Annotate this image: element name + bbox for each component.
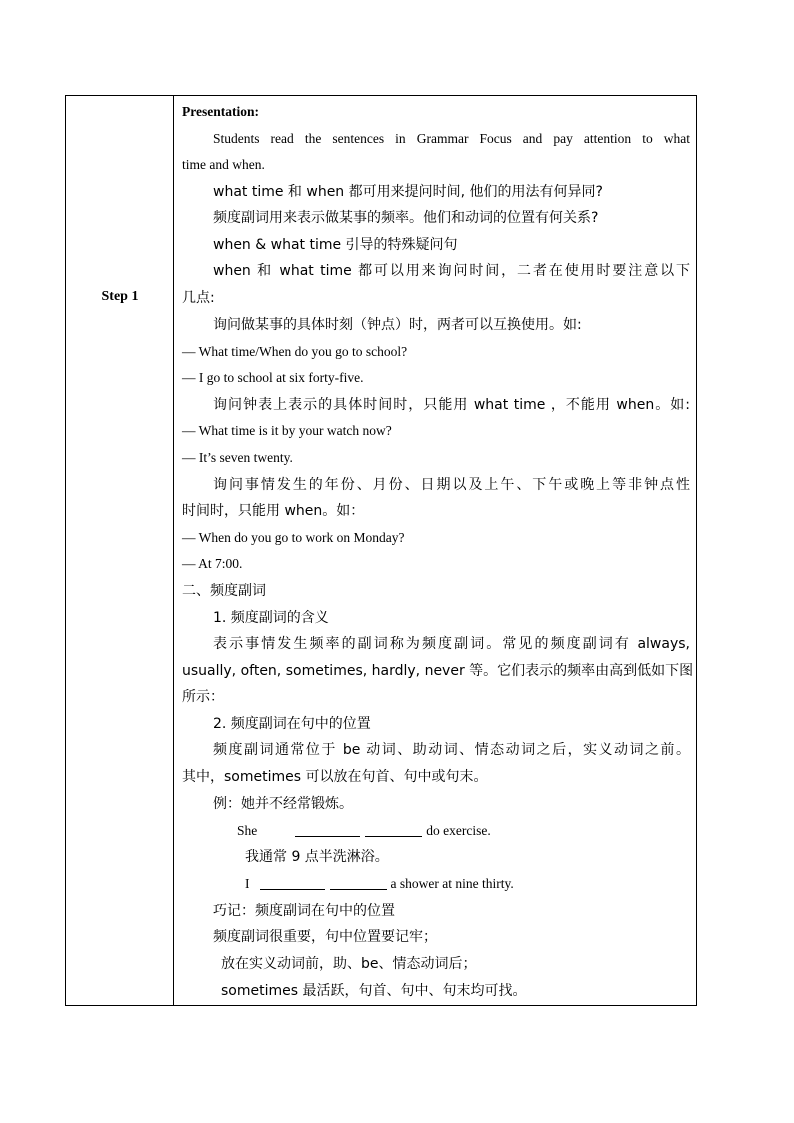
text-line: time and when. [182, 157, 265, 172]
text-line: 询问做某事的具体时刻（钟点）时，两者可以互换使用。如: [213, 317, 582, 333]
fill-blank[interactable] [330, 875, 387, 890]
text-line: 放在实义动词前，助、be、情态动词后； [221, 956, 477, 972]
text-line: 时间时，只能用 when。如： [182, 503, 365, 519]
text-line: 频度副词通常位于 be 动词、助动词、情态动词之后，实义动词之前。 [213, 742, 690, 758]
sentence-start: I [245, 876, 250, 891]
text-line: when 和 what time 都可以用来询问时间，二者在使用时要注意以下 [213, 263, 690, 279]
text-line: — At 7:00. [182, 556, 243, 571]
fill-blank[interactable] [260, 875, 325, 890]
text-line: 询问钟表上表示的具体时间时，只能用 what time ，不能用 when。如: [213, 397, 690, 413]
text-line: 巧记：频度副词在句中的位置 [213, 903, 395, 919]
sentence-start: She [237, 823, 258, 838]
text-line: what time 和 when 都可用来提问时间, 他们的用法有何异同? [213, 184, 603, 200]
text-line: 例：她并不经常锻炼。 [213, 796, 353, 812]
text-line: 所示： [182, 689, 224, 705]
text-line: — When do you go to work on Monday? [182, 530, 405, 545]
sentence-end: a shower at nine thirty. [390, 876, 514, 891]
text-line: 几点: [182, 290, 215, 306]
fill-blank[interactable] [365, 822, 422, 837]
text-line: usually, often, sometimes, hardly, never 等。它们表示的频率由高到低如下图 [182, 663, 694, 679]
fill-blank[interactable] [295, 822, 360, 837]
text-line: — What time is it by your watch now? [182, 423, 392, 438]
step-label: Step 1 [101, 289, 139, 304]
text-line: 我通常 9 点半洗淋浴。 [245, 849, 389, 865]
lesson-table [65, 95, 697, 1006]
text-line [237, 818, 690, 844]
text-line: — What time/When do you go to school? [182, 344, 408, 359]
text-line: 2. 频度副词在句中的位置 [213, 716, 371, 732]
text-line: — It’s seven twenty. [182, 450, 293, 465]
text-line [245, 871, 690, 897]
text-line: 频度副词很重要，句中位置要记牢； [213, 929, 437, 945]
text-line: Presentation: [182, 104, 259, 119]
sentence-end: do exercise. [426, 823, 491, 838]
text-line: — I go to school at six forty-five. [182, 370, 364, 385]
text-line: when & what time 引导的特殊疑问句 [213, 237, 458, 253]
step-column [66, 96, 174, 1005]
text-line: sometimes 最活跃，句首、句中、句末均可找。 [221, 983, 527, 999]
text-line: 频度副词用来表示做某事的频率。他们和动词的位置有何关系? [213, 210, 599, 226]
content-column [175, 96, 696, 1005]
text-line: 询问事情发生的年份、月份、日期以及上午、下午或晚上等非钟点性 [213, 477, 690, 493]
text-line: 二、频度副词 [182, 583, 266, 599]
text-line: 表示事情发生频率的副词称为频度副词。常见的频度副词有 always, [213, 636, 690, 652]
text-line: 1. 频度副词的含义 [213, 610, 329, 626]
text-line: Students read the sentences in Grammar Focus and pay attention to what [213, 131, 690, 146]
text-line: 其中，sometimes 可以放在句首、句中或句末。 [182, 769, 488, 785]
